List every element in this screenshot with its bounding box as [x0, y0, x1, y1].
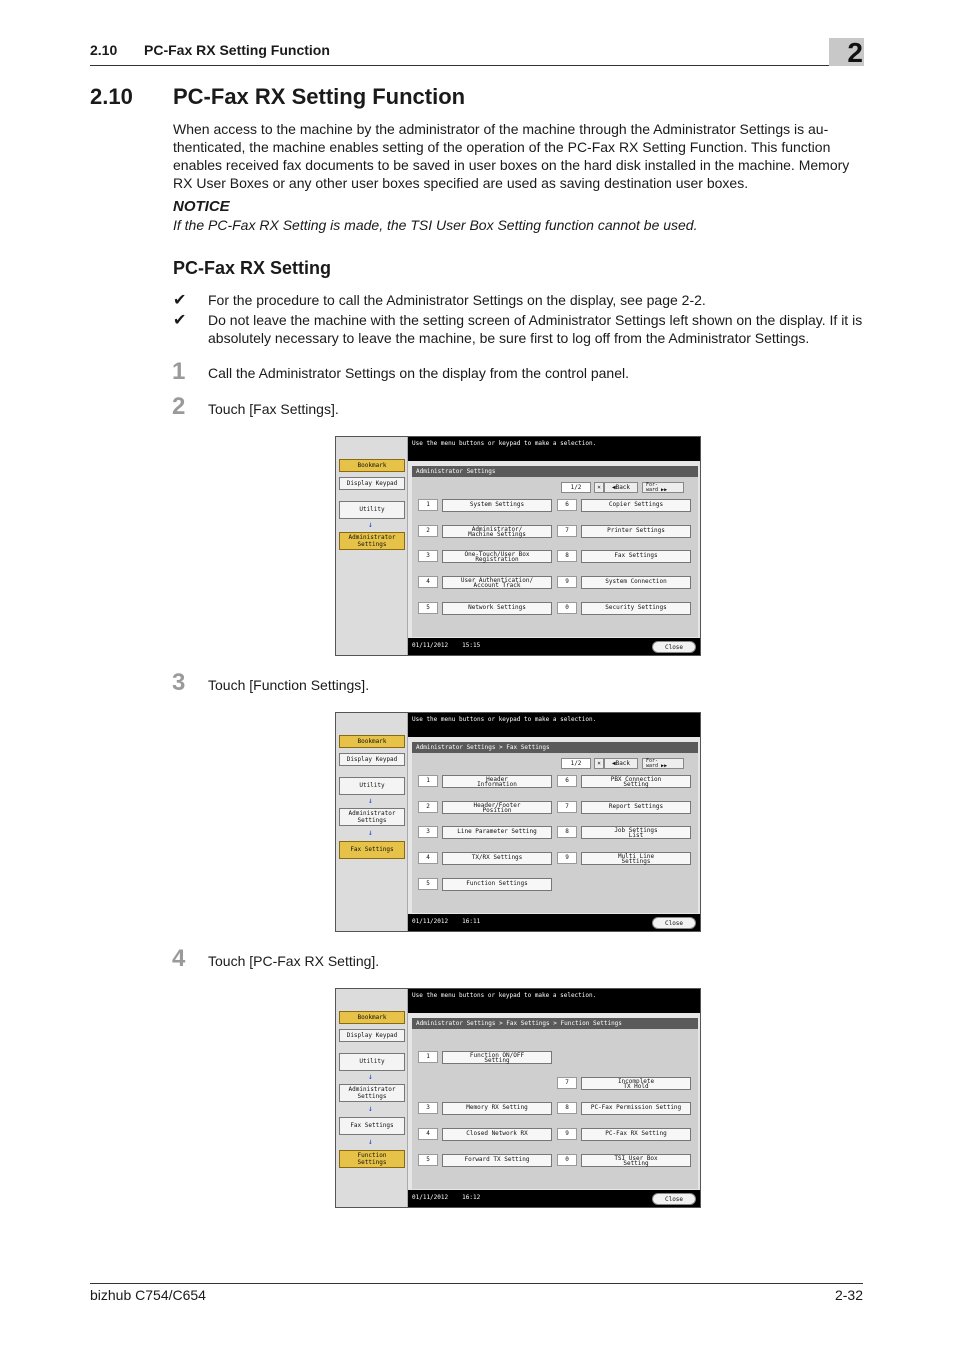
date: 01/11/2012 [412, 918, 449, 925]
utility-button[interactable]: Utility [339, 501, 405, 519]
prompt-bar: Use the menu buttons or keypad to make a selection. [408, 989, 701, 1013]
notice-label: NOTICE [173, 198, 230, 215]
network-settings-button[interactable] [442, 602, 552, 615]
incomplete-tx-hold-button[interactable] [581, 1077, 691, 1090]
breadcrumb: Administrator Settings [412, 466, 698, 477]
menu-number: 7 [557, 1077, 577, 1089]
button-label: Closed Network RX [466, 1130, 528, 1137]
back-button[interactable]: ◀Back [604, 482, 638, 493]
button-label: Account Track [473, 582, 521, 589]
check-icon: ✔ [173, 292, 187, 309]
one-touch-registration-button[interactable] [442, 550, 552, 563]
tsi-user-box-setting-button[interactable] [581, 1154, 691, 1167]
menu-number: 3 [418, 1102, 438, 1114]
menu-number: 9 [557, 576, 577, 588]
menu-number: 7 [557, 801, 577, 813]
memory-rx-setting-button[interactable] [442, 1102, 552, 1115]
status-bar [408, 1190, 701, 1208]
running-header [90, 42, 330, 58]
fax-settings-button[interactable]: Fax Settings [339, 1117, 405, 1135]
page-indicator: 1/2 [561, 758, 591, 769]
button-label: Administrator [348, 810, 396, 817]
button-label: Forward TX Setting [464, 1156, 530, 1163]
screenshot-fax-settings [335, 712, 701, 932]
menu-number: 0 [557, 1154, 577, 1166]
administrator-settings-button[interactable] [339, 1084, 405, 1102]
button-label: Printer Settings [607, 527, 665, 534]
multi-line-settings-button[interactable] [581, 852, 691, 865]
left-column [336, 713, 408, 932]
forward-button[interactable]: For- ward ▶▶ [642, 482, 684, 493]
pc-fax-permission-setting-button[interactable] [581, 1102, 691, 1115]
menu-number: 6 [557, 775, 577, 787]
administrator-machine-settings-button[interactable] [442, 525, 552, 538]
breadcrumb: Administrator Settings > Fax Settings [412, 742, 698, 753]
status-bar [408, 914, 701, 932]
administrator-settings-button[interactable] [339, 532, 405, 550]
status-bar [408, 638, 701, 656]
footer-page-number: 2-32 [834, 1287, 863, 1303]
page-indicator: 1/2 [561, 482, 591, 493]
button-label: Settings [357, 1159, 387, 1166]
date: 01/11/2012 [412, 1194, 449, 1201]
report-settings-button[interactable] [581, 801, 691, 814]
button-label: List [628, 832, 644, 839]
close-button[interactable]: Close [652, 1193, 696, 1205]
step-number: 1 [172, 358, 186, 385]
page-title-number: 2.10 [90, 84, 133, 109]
button-label: One-Touch/User Box [464, 551, 530, 558]
menu-number: 4 [418, 852, 438, 864]
button-label: Machine Settings [468, 531, 526, 538]
button-label: Setting [623, 781, 649, 788]
running-header-title: PC-Fax RX Setting Function [144, 42, 330, 58]
menu-number: 7 [557, 525, 577, 537]
close-icon[interactable]: × [594, 758, 604, 769]
chapter-badge: 2 [829, 38, 864, 66]
menu-number: 6 [557, 499, 577, 511]
prompt-bar: Use the menu buttons or keypad to make a selection. [408, 713, 701, 737]
left-column [336, 989, 408, 1208]
step-text: Touch [Function Settings]. [208, 677, 370, 693]
menu-number: 8 [557, 1102, 577, 1114]
bookmark-button[interactable]: Bookmark [339, 1011, 405, 1024]
step-text: Call the Administrator Settings on the display from the control panel. [208, 365, 629, 381]
security-settings-button[interactable] [581, 602, 691, 615]
time: 15:15 [462, 642, 481, 649]
arrow-down-icon: ↓ [368, 1104, 373, 1113]
forward-label: ward [646, 487, 659, 493]
button-label: Security Settings [605, 604, 667, 611]
button-label: Setting [623, 1160, 649, 1167]
menu-number: 8 [557, 826, 577, 838]
check-item: Do not leave the machine with the setting screen of Administrator Settings left shown on the display. If it is absolutely necessary to leave the machine, be sure first to log off from the Administrator Settings. [208, 312, 863, 346]
notice-text: If the PC-Fax RX Setting is made, the TSI User Box Setting function cannot be used. [173, 217, 698, 233]
button-label: Job Settings [614, 827, 658, 834]
menu-number: 1 [418, 775, 438, 787]
time: 16:11 [462, 918, 481, 925]
button-label: Function ON/OFF [469, 1052, 525, 1059]
arrow-down-icon: ↓ [368, 796, 373, 805]
job-settings-list-button[interactable] [581, 826, 691, 839]
arrow-down-icon: ↓ [368, 1072, 373, 1081]
time: 16:12 [462, 1194, 481, 1201]
date: 01/11/2012 [412, 642, 449, 649]
intro-paragraph: When access to the machine by the administrator of the machine through the Administrator Settings is au-thenticated, the machine enables setting of the operation of the PC-Fax RX Setting Function. This function enables received fax documents to be saved in user boxes on the hard disk installed in the machine. Memory RX User Boxes or any other user boxes specified are used as saving destination user boxes. [173, 121, 850, 191]
menu-number: 9 [557, 852, 577, 864]
button-label: System Connection [605, 578, 667, 585]
menu-number: 3 [418, 550, 438, 562]
user-authentication-button[interactable] [442, 576, 552, 589]
button-label: Fax Settings [614, 552, 658, 559]
button-label: Settings [621, 858, 651, 865]
button-label: Administrator [348, 534, 396, 541]
administrator-settings-button[interactable] [339, 808, 405, 826]
step-text: Touch [Fax Settings]. [208, 401, 339, 417]
screenshot-function-settings [335, 988, 701, 1208]
footer-rule [90, 1283, 863, 1284]
button-label: Report Settings [608, 803, 664, 810]
left-column [336, 437, 408, 656]
button-label: Header [486, 776, 508, 783]
menu-number: 4 [418, 1128, 438, 1140]
subheading: PC-Fax RX Setting [173, 258, 332, 278]
button-label: TX/RX Settings [471, 854, 523, 861]
button-label: Setting [484, 1057, 510, 1064]
breadcrumb: Administrator Settings > Fax Settings > Function Settings [412, 1018, 698, 1029]
step-number: 3 [172, 669, 186, 696]
menu-number: 2 [418, 525, 438, 537]
menu-number: 3 [418, 826, 438, 838]
system-connection-button[interactable] [581, 576, 691, 589]
display-keypad-button[interactable]: Display Keypad [339, 753, 405, 766]
button-label: PC-Fax RX Setting [605, 1130, 667, 1137]
screenshot-admin-settings [335, 436, 701, 656]
button-label: Registration [475, 556, 519, 563]
function-on-off-setting-button[interactable] [442, 1051, 552, 1064]
close-button[interactable]: Close [652, 917, 696, 929]
running-header-number: 2.10 [90, 42, 118, 58]
button-label: Header/Footer [473, 802, 521, 809]
line-parameter-setting-button[interactable] [442, 826, 552, 839]
system-settings-button[interactable] [442, 499, 552, 512]
forward-label: For- [646, 758, 659, 764]
button-label: PC-Fax Permission Setting [590, 1104, 682, 1111]
function-settings-button[interactable] [339, 1150, 405, 1168]
button-label: Memory RX Setting [466, 1104, 528, 1111]
menu-number: 0 [557, 602, 577, 614]
fax-settings-button[interactable]: Fax Settings [339, 841, 405, 859]
button-label: Incomplete [617, 1078, 655, 1085]
button-label: Administrator/ [471, 526, 523, 533]
back-label: Back [615, 484, 631, 491]
button-label: TX Hold [623, 1083, 649, 1090]
check-item: For the procedure to call the Administrator Settings on the display, see page 2-2. [208, 292, 706, 308]
page-title-text: PC-Fax RX Setting Function [173, 84, 466, 109]
forward-button[interactable]: For- ward ▶▶ [642, 758, 684, 769]
back-button[interactable]: ◀Back [604, 758, 638, 769]
menu-number: 1 [418, 499, 438, 511]
arrow-down-icon: ↓ [368, 828, 373, 837]
button-label: Settings [357, 1093, 387, 1100]
menu-number: 5 [418, 602, 438, 614]
button-label: Function [357, 1152, 387, 1159]
display-keypad-button[interactable]: Display Keypad [339, 477, 405, 490]
copier-settings-button[interactable] [581, 499, 691, 512]
utility-button[interactable]: Utility [339, 1053, 405, 1071]
button-label: Settings [357, 817, 387, 824]
prompt-bar: Use the menu buttons or keypad to make a selection. [408, 437, 701, 461]
step-text: Touch [PC-Fax RX Setting]. [208, 953, 380, 969]
forward-tx-setting-button[interactable] [442, 1154, 552, 1167]
bookmark-button[interactable]: Bookmark [339, 735, 405, 748]
back-label: Back [615, 760, 631, 767]
button-label: User Authentication/ [460, 577, 534, 584]
button-label: Copier Settings [608, 501, 664, 508]
pc-fax-rx-setting-button[interactable] [581, 1128, 691, 1141]
menu-number: 4 [418, 576, 438, 588]
header-footer-position-button[interactable] [442, 801, 552, 814]
button-label: PBX Connection [610, 776, 662, 783]
header-rule [90, 65, 863, 66]
step-number: 4 [172, 945, 186, 972]
button-label: Administrator [348, 1086, 396, 1093]
check-icon: ✔ [173, 312, 187, 329]
button-label: Settings [357, 541, 387, 548]
forward-label: ward [646, 763, 659, 769]
menu-number: 8 [557, 550, 577, 562]
arrow-down-icon: ↓ [368, 520, 373, 529]
close-icon[interactable]: × [594, 482, 604, 493]
forward-label: For- [646, 482, 659, 488]
button-label: Information [477, 781, 517, 788]
utility-button[interactable]: Utility [339, 777, 405, 795]
menu-number: 1 [418, 1051, 438, 1063]
closed-network-rx-button[interactable] [442, 1128, 552, 1141]
printer-settings-button[interactable] [581, 525, 691, 538]
menu-number: 5 [418, 878, 438, 890]
button-label: Multi Line [617, 853, 655, 860]
pbx-connection-setting-button[interactable] [581, 775, 691, 788]
menu-number: 2 [418, 801, 438, 813]
tx-rx-settings-button[interactable] [442, 852, 552, 865]
menu-number: 9 [557, 1128, 577, 1140]
bookmark-button[interactable]: Bookmark [339, 459, 405, 472]
button-label: Line Parameter Setting [457, 828, 537, 835]
page-title [90, 84, 465, 110]
function-settings-button[interactable] [442, 878, 552, 891]
button-label: TSI User Box [614, 1155, 658, 1162]
fax-settings-button[interactable] [581, 550, 691, 563]
arrow-down-icon: ↓ [368, 1137, 373, 1146]
button-label: Function Settings [466, 880, 528, 887]
close-button[interactable]: Close [652, 641, 696, 653]
button-label: Network Settings [468, 604, 526, 611]
display-keypad-button[interactable]: Display Keypad [339, 1029, 405, 1042]
footer-model: bizhub C754/C654 [90, 1287, 206, 1303]
header-information-button[interactable] [442, 775, 552, 788]
menu-number: 5 [418, 1154, 438, 1166]
step-number: 2 [172, 393, 186, 420]
button-label: Position [482, 807, 512, 814]
button-label: System Settings [469, 501, 525, 508]
